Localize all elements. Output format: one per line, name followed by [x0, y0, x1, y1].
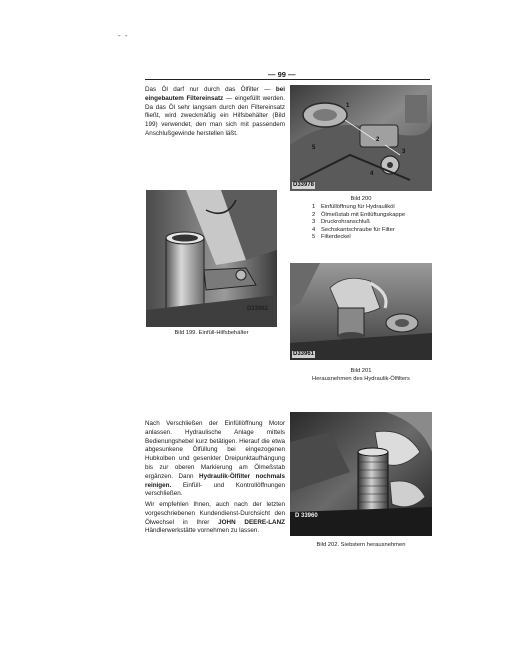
- photo-200-drawing: [290, 85, 432, 191]
- paragraph-recommendation: [145, 501, 285, 536]
- legend-item: 4 Sechskantschraube für Filter: [312, 226, 395, 233]
- callout-5: 5: [312, 145, 316, 151]
- caption-bild-199: Bild 199. Einfüll-Hilfsbehälter: [174, 330, 249, 336]
- callout-4: 4: [370, 171, 374, 177]
- legend-item: 1 Einfüllöffnung für Hydrauliköl: [312, 204, 395, 210]
- photo-hydraulic-housing: [290, 85, 432, 191]
- photo-filler-container: [146, 190, 277, 327]
- legend-bild-200: [312, 204, 405, 242]
- legend-item: 3 Druckrohranschluß: [312, 219, 370, 226]
- header-rule: [145, 79, 430, 80]
- photo-code-201: D33961: [293, 351, 315, 357]
- legend-item: 5 Filterdeckel: [312, 234, 351, 241]
- caption-bild-202: Bild 202. Siebstern herausnehmen: [316, 542, 406, 548]
- caption-bild-200-title: Bild 200: [350, 196, 372, 202]
- p3-bold: JOHN DEERE-LANZ: [218, 518, 285, 526]
- paragraph-engine-start: [145, 420, 285, 499]
- p1-text-a: Das Öl darf nur durch das Ölfilter —: [145, 86, 276, 93]
- caption-bild-201-text: Herausnehmen des Hydraulik-Ölfilters: [312, 376, 410, 382]
- callout-2: 2: [376, 137, 380, 143]
- p1-text-c: — eingefüllt werden. Da das Öl sehr langsam durch den Filtereinsatz fließt, wird zweckmäßig ein Hilfsbehälter (Bild 199) verwendet, den man sich mit passendem Anschlußgewinde herstellen läßt.: [145, 94, 285, 137]
- p2-text-a: Nach Verschließen der Einfüllöffnung Motor anlassen. Hydraulische Anlage mittels Bedienungshebel kurz betätigen. Hierauf die etwa abgesunkene Ölfüllung bei eingezogenen Hubkolben und gesenkter Dreipunktaufhängung bis zur oberen Markierung am Ölmeßstab ergänzen. Dann: [145, 420, 285, 480]
- legend-item: 2 Ölmeßstab mit Entlüftungskappe: [312, 211, 406, 218]
- p1-bold: bei eingebautem Filtereinsatz: [145, 86, 285, 102]
- photo-strainer-removal: [290, 412, 432, 536]
- photo-code-199: D33962: [246, 306, 268, 312]
- photo-filter-removal: [290, 263, 432, 360]
- photo-code-200: D33978: [293, 182, 315, 188]
- caption-bild-201-title: Bild 201: [350, 368, 372, 374]
- p3-text-c: Händlerwerkstätte vornehmen zu lassen.: [145, 527, 260, 535]
- p2-bold: Hydraulik-Ölfilter nochmals reinigen.: [145, 472, 285, 489]
- callout-1: 1: [346, 103, 350, 109]
- paragraph-oil-filling: [145, 86, 285, 139]
- p2-text-c: Einfüll- und Kontrollöffnungen verschließen.: [145, 481, 285, 498]
- callout-3: 3: [402, 149, 406, 155]
- p3-text-a: Wir empfehlen Ihnen, auch nach der letzten vorgeschriebenen Kundendienst-Durchsicht den Ölwechsel in Ihrer: [145, 501, 285, 526]
- corner-mark: - -: [118, 31, 129, 40]
- photo-201-drawing: [290, 263, 432, 360]
- page-number: — 99 —: [268, 70, 296, 79]
- photo-code-202: D 33960: [295, 513, 318, 519]
